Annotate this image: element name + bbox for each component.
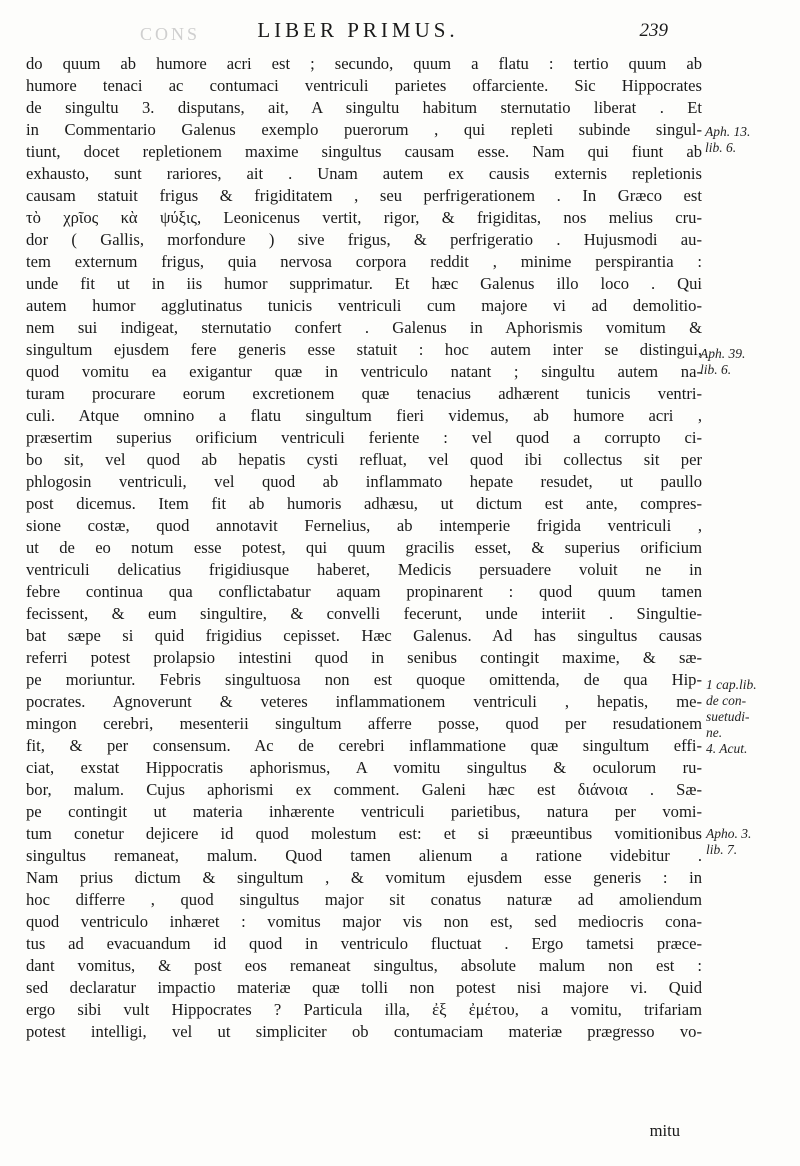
text-line: dor ( Gallis, morfondure ) sive frigus, & perfrigeratio . Hujusmodi au- xyxy=(26,230,702,249)
text-line: febre continua qua conflictabatur aquam propinarent : quod quum tamen xyxy=(26,582,702,601)
margin-note: Apho. 3. lib. 7. xyxy=(706,826,752,857)
text-line: τὸ χρῖος κὰ ψύξις, Leonicenus vertit, rigor, & frigiditas, nos melius cru- xyxy=(26,208,702,227)
text-line: hoc differre , quod singultus major sit conatus naturæ ad amoliendum xyxy=(26,890,702,909)
text-line: post dicemus. Item fit ab humoris adhæsu, ut dictum est ante, compres- xyxy=(26,494,702,513)
text-line: bor, malum. Cujus aphorismi ex comment. Galeni hæc est διάνοια . Sæ- xyxy=(26,780,702,799)
text-line: singultus remaneat, malum. Quod tamen alienum a ratione videbitur . xyxy=(26,846,702,865)
text-line: de singultu 3. disputans, ait, A singultu habitum sternutatio liberat . Et xyxy=(26,98,702,117)
text-line: bo sit, vel quod ab hepatis cysti refluat, vel quod ibi collectus sit per xyxy=(26,450,702,469)
text-line: autem humor agglutinatus tunicis ventriculi cum majore vi ad demolitio- xyxy=(26,296,702,315)
bleed-through-text: CONS xyxy=(140,24,201,44)
text-line: sed declaratur impactio materiæ quæ tolli non potest nisi majore vi. Quid xyxy=(26,978,702,997)
text-line: tum conetur dejicere id quod molestum est: et si præeuntibus vomitionibus xyxy=(26,824,702,843)
text-line: causam statuit frigus & frigiditatem , seu perfrigerationem . In Græco est xyxy=(26,186,702,205)
text-line: unde fit ut in iis humor supprimatur. Et hæc Galenus illo loco . Qui xyxy=(26,274,702,293)
text-line: mingon cerebri, mesenterii singultum afferre posse, quod per resudationem xyxy=(26,714,702,733)
text-line: pocrates. Agnoverunt & veteres inflammationem ventriculi , hepatis, me- xyxy=(26,692,702,711)
text-line: præsertim superius orificium ventriculi feriente : vel quod a corrupto ci- xyxy=(26,428,702,447)
text-line: tiunt, docet repletionem maxime singultus causam esse. Nam qui fiunt ab xyxy=(26,142,702,161)
text-line: ut de eo notum esse potest, qui quum gracilis esset, & superius orificium xyxy=(26,538,702,557)
text-line: fit, & per consensum. Ac de cerebri inflammatione quæ singultum effi- xyxy=(26,736,702,755)
margin-note: Aph. 39. lib. 6. xyxy=(700,346,746,377)
text-line: in Commentario Galenus exemplo puerorum , qui repleti subinde singul- xyxy=(26,120,702,139)
text-line: tem externum frigus, quia nervosa corpora reddit , minime perspirantia : xyxy=(26,252,702,271)
text-line: phlogosin ventriculi, vel quod ab inflammato hepate resudet, ut paullo xyxy=(26,472,702,491)
text-line: do quum ab humore acri est ; secundo, quum a flatu : tertio quum ab xyxy=(26,54,702,73)
body-text xyxy=(26,53,702,1043)
text-line: ventriculi delicatius frigidiusque haberet, Medicis persuadere voluit ne in xyxy=(26,560,702,579)
text-line: potest intelligi, vel ut simpliciter ob contumaciam materiæ prægresso vo- xyxy=(26,1022,702,1041)
text-line: turam procurare eorum excretionem quæ tenacius adhærent tunicis ventri- xyxy=(26,384,702,403)
margin-note: 1 cap.lib. de con- suetudi- ne. 4. Acut. xyxy=(706,677,757,756)
text-line: tus ad evacuandum id quod in ventriculo fluctuat . Ergo tametsi præce- xyxy=(26,934,702,953)
catchword: mitu xyxy=(649,1121,680,1140)
text-line: sione costæ, quod annotavit Fernelius, ab intemperie frigida ventriculi , xyxy=(26,516,702,535)
text-line: ciat, exstat Hippocratis aphorismus, A vomitu singultus & oculorum ru- xyxy=(26,758,702,777)
text-line: pe moriuntur. Febris singultuosa non est quoque omittenda, de qua Hip- xyxy=(26,670,702,689)
text-line: bat sæpe si quid frigidius cepisset. Hæc Galenus. Ad has singultus causas xyxy=(26,626,702,645)
text-line: fecissent, & eum singultire, & convelli fecerunt, unde interiit . Singultie- xyxy=(26,604,702,623)
text-line: exhausto, sunt rariores, ait . Unam autem ex causis externis repletionis xyxy=(26,164,702,183)
text-line: Nam prius dictum & singultum , & vomitum ejusdem esse generis : in xyxy=(26,868,702,887)
margin-note: Aph. 13. lib. 6. xyxy=(705,124,751,155)
text-line: nem sui indigeat, sternutatio confert . Galenus in Aphorismis vomitum & xyxy=(26,318,702,337)
text-line: singultum ejusdem fere generis esse statuit : hoc autem inter se distingui, xyxy=(26,340,702,359)
text-line: pe contingit ut materia inhærente ventriculi parietibus, natura per vomi- xyxy=(26,802,702,821)
text-line: ergo sibi vult Hippocrates ? Particula illa, ἐξ ἐμέτου, a vomitu, trifariam xyxy=(26,1000,702,1019)
text-line: quod ventriculo inhæret : vomitus major vis non est, sed mediocris cona- xyxy=(26,912,702,931)
text-line: referri potest prolapsio intestini quod in senibus contingit maxime, & sæ- xyxy=(26,648,702,667)
running-title: LIBER PRIMUS. xyxy=(257,18,459,42)
text-line: quod vomitu ea exigantur quæ in ventriculo natant ; singultu autem na- xyxy=(26,362,702,381)
text-line: dant vomitus, & post eos remaneat singultus, absolute malum non est : xyxy=(26,956,702,975)
page-number: 239 xyxy=(639,20,668,41)
text-line: humore tenaci ac contumaci ventriculi parietes offarciente. Sic Hippocrates xyxy=(26,76,702,95)
text-line: culi. Atque omnino a flatu singultum fieri videmus, ab humore acri , xyxy=(26,406,702,425)
